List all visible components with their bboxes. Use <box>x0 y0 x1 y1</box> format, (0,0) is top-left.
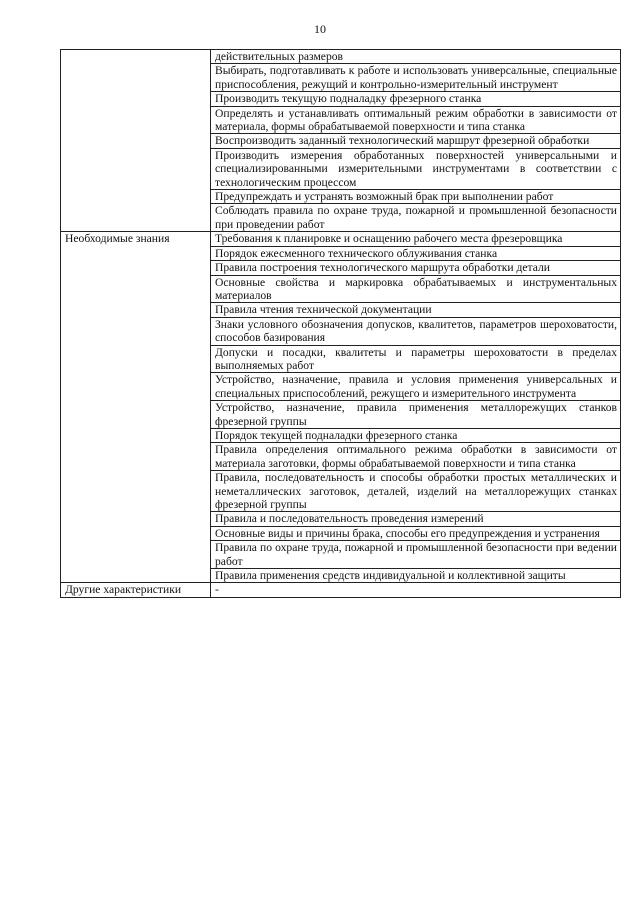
table-row <box>61 232 621 246</box>
table-cell-item: Допуски и посадки, квалитеты и параметры шероховатости в пределах выполняемых работ <box>211 345 621 373</box>
table-cell-item: действительных размеров <box>211 50 621 64</box>
table-cell-item: - <box>211 583 621 597</box>
table-cell-item: Правила определения оптимального режима обработки в зависимости от материала заготовки, формы обрабатываемой поверхности и типа станка <box>211 443 621 471</box>
table-row <box>61 50 621 64</box>
table-cell-item: Порядок ежесменного технического облуживания станка <box>211 246 621 260</box>
table-cell-item: Порядок текущей подналадки фрезерного станка <box>211 428 621 442</box>
section-label: Другие характеристики <box>61 583 211 597</box>
table-cell-item: Правила и последовательность проведения измерений <box>211 512 621 526</box>
table-cell-item: Правила применения средств индивидуальной и коллективной защиты <box>211 569 621 583</box>
table-cell-item: Выбирать, подготавливать к работе и использовать универсальные, специальные приспособления, режущий и контрольно-измерительный инструмент <box>211 64 621 92</box>
table-cell-item: Соблюдать правила по охране труда, пожарной и промышленной безопасности при проведении работ <box>211 204 621 232</box>
table-cell-item: Правила построения технологического маршрута обработки детали <box>211 261 621 275</box>
page-number: 10 <box>314 22 326 36</box>
qualification-table <box>60 49 621 598</box>
table-cell-item: Основные виды и причины брака, способы его предупреждения и устранения <box>211 526 621 540</box>
table-cell-item: Требования к планировке и оснащению рабочего места фрезеровщика <box>211 232 621 246</box>
table-cell-item: Знаки условного обозначения допусков, квалитетов, параметров шероховатости, способов базирования <box>211 317 621 345</box>
table-cell-item: Правила, последовательность и способы обработки простых металлических и неметаллических заготовок, деталей, изделий на металлорежущих станках фрезерной группы <box>211 471 621 512</box>
table-cell-item: Определять и устанавливать оптимальный режим обработки в зависимости от материала, формы обрабатываемой поверхности и типа станка <box>211 106 621 134</box>
table-cell-item: Производить измерения обработанных поверхностей универсальными и специализированными измерительными инструментами в соответствии с технологическим процессом <box>211 148 621 189</box>
section-label <box>61 50 211 232</box>
table-cell-item: Устройство, назначение, правила и условия применения универсальных и специальных приспособлений, режущего и измерительного инструмента <box>211 373 621 401</box>
table-cell-item: Устройство, назначение, правила применения металлорежущих станков фрезерной группы <box>211 401 621 429</box>
table-cell-item: Правила по охране труда, пожарной и промышленной безопасности при ведении работ <box>211 541 621 569</box>
section-label: Необходимые знания <box>61 232 211 583</box>
table-cell-item: Предупреждать и устранять возможный брак при выполнении работ <box>211 190 621 204</box>
table-cell-item: Основные свойства и маркировка обрабатываемых и инструментальных материалов <box>211 275 621 303</box>
table-cell-item: Правила чтения технической документации <box>211 303 621 317</box>
table-row <box>61 583 621 597</box>
table-cell-item: Производить текущую подналадку фрезерного станка <box>211 92 621 106</box>
table-cell-item: Воспроизводить заданный технологический маршрут фрезерной обработки <box>211 134 621 148</box>
